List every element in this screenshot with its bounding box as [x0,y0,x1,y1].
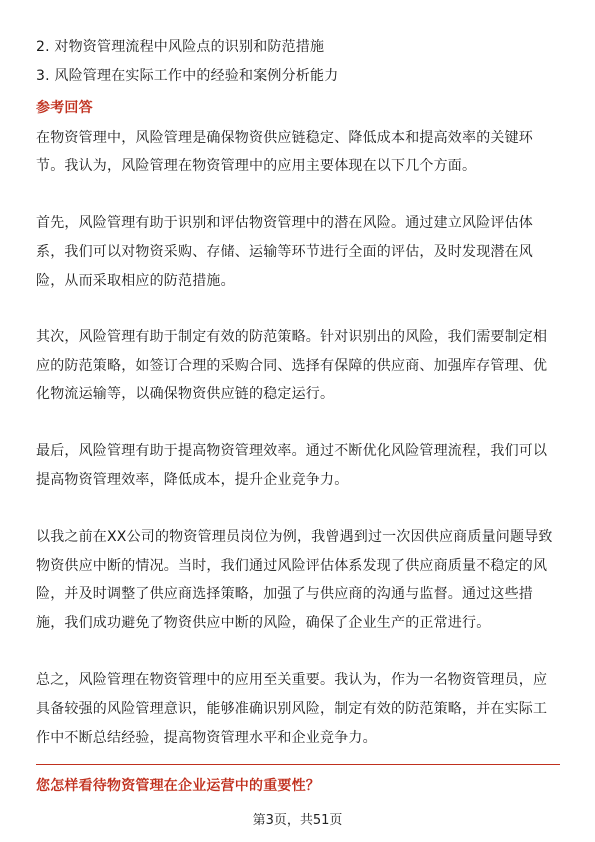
paragraph-line: 物资供应中断的情况。当时，我们通过风险评估体系发现了供应商质量不稳定的风 [36,558,548,574]
paragraph-line: 提高物资管理效率，降低成本，提升企业竞争力。 [36,472,349,488]
paragraph-line: 以我之前在XX公司的物资管理员岗位为例，我曾遇到过一次因供应商质量问题导致 [36,529,553,545]
paragraph-line: 具备较强的风险管理意识，能够准确识别风险，制定有效的防范策略，并在实际工 [36,701,548,717]
paragraph-line: 险，并及时调整了供应商选择策略，加强了与供应商的沟通与监督。通过这些措 [36,586,533,602]
paragraph-line: 首先，风险管理有助于识别和评估物资管理中的潜在风险。通过建立风险评估体 [36,215,533,231]
next-question-heading: 您怎样看待物资管理在企业运营中的重要性？ [36,778,320,794]
paragraph-line: 险，从而采取相应的防范措施。 [36,273,235,289]
paragraph-line: 在物资管理中，风险管理是确保物资供应链稳定、降低成本和提高效率的关键环 [36,130,533,146]
paragraph-line: 化物流运输等，以确保物资供应链的稳定运行。 [36,386,335,402]
answer-heading: 参考回答 [36,100,93,116]
list-item: 2. 对物资管理流程中风险点的识别和防范措施 [36,39,325,55]
paragraph-line: 最后，风险管理有助于提高物资管理效率。通过不断优化风险管理流程，我们可以 [36,443,548,459]
paragraph-line: 施，我们成功避免了物资供应中断的风险，确保了企业生产的正常进行。 [36,615,491,631]
paragraph-line: 其次，风险管理有助于制定有效的防范策略。针对识别出的风险，我们需要制定相 [36,329,548,345]
page-footer: 第3页，共51页 [252,813,343,828]
paragraph-line: 系，我们可以对物资采购、存储、运输等环节进行全面的评估，及时发现潜在风 [36,244,533,260]
list-item: 3. 风险管理在实际工作中的经验和案例分析能力 [36,68,339,84]
paragraph-line: 总之，风险管理在物资管理中的应用至关重要。我认为，作为一名物资管理员，应 [36,672,548,688]
paragraph-line: 作中不断总结经验，提高物资管理水平和企业竞争力。 [36,730,377,746]
paragraph-line: 节。我认为，风险管理在物资管理中的应用主要体现在以下几个方面。 [36,158,477,174]
paragraph-line: 应的防范策略，如签订合理的采购合同、选择有保障的供应商、加强库存管理、优 [36,358,548,374]
section-divider [36,764,560,765]
